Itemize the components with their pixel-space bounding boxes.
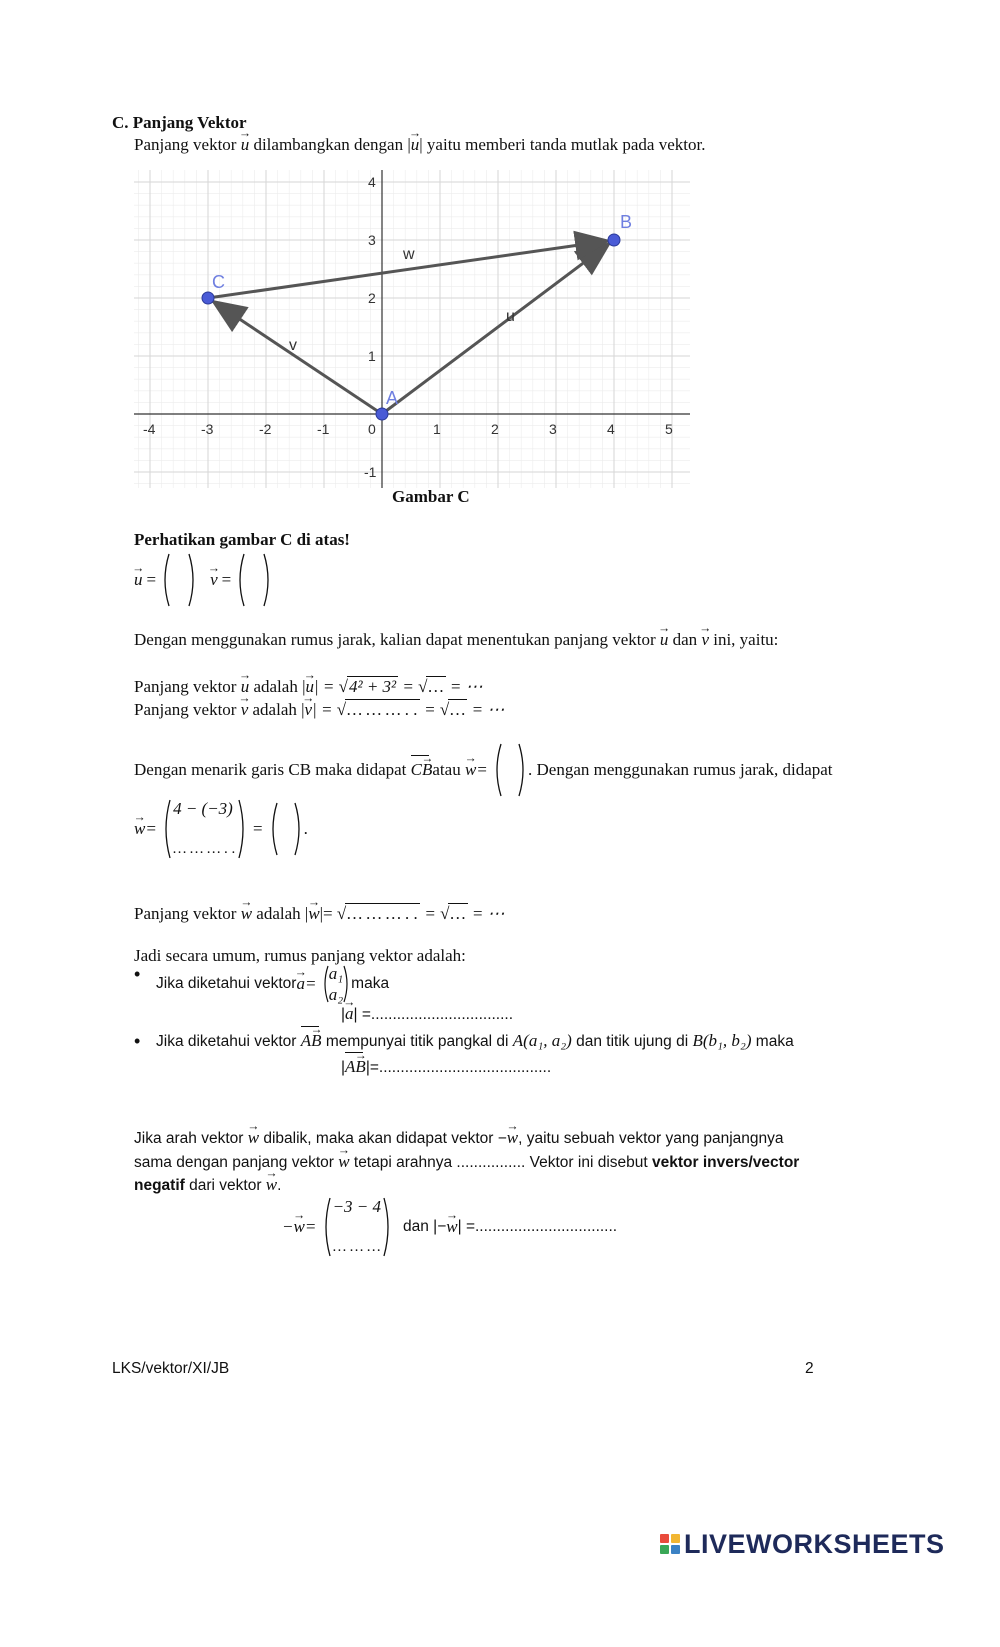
vector-v-label: v — [289, 337, 297, 354]
b1-pre: • Jika diketahui vektor — [156, 975, 297, 992]
bullet-2 — [156, 1031, 794, 1051]
cb-eq: = — [476, 760, 488, 779]
general-heading: Jadi secara umum, rumus panjang vektor adalah: — [134, 946, 466, 965]
p1-mid: dan — [668, 630, 702, 649]
f-top: −3 − 4 — [332, 1197, 382, 1216]
observe-heading: Perhatikan gambar C di atas! — [134, 530, 350, 549]
inv1-vec2: → w — [507, 1128, 518, 1148]
length-w-line — [134, 903, 505, 924]
wd-dot: . — [303, 819, 308, 838]
b1-ans-post[interactable]: | =................................. — [353, 1006, 514, 1023]
lv-rad[interactable]: … … … . . — [347, 700, 418, 719]
wd-vec: → w — [134, 819, 145, 839]
cb-atau: atau — [432, 760, 461, 779]
x-tick-label: -2 — [259, 421, 272, 437]
f-matrix — [331, 1198, 383, 1256]
b2-ans-vec: → AB — [345, 1057, 366, 1077]
intro-text — [134, 135, 705, 155]
b2-ans-post[interactable]: |=........................................ — [365, 1059, 552, 1076]
wd-paren-right — [238, 799, 248, 859]
x-tick-label: -1 — [317, 421, 330, 437]
y-tick-label: 3 — [368, 232, 376, 248]
inv2-mid[interactable]: tetapi arahnya ................ Vektor ini disebut — [349, 1154, 652, 1171]
b1-ans-pre: | — [341, 1006, 346, 1023]
w-definition — [134, 798, 308, 860]
f-paren-right — [383, 1197, 393, 1257]
b1-top: a₁ — [328, 964, 344, 983]
lw-after: |= — [319, 904, 337, 923]
coordinate-figure — [134, 170, 690, 488]
lw-end[interactable]: = ⋯ — [467, 904, 505, 923]
b2-point-b: B(b₁, b₂) — [692, 1031, 752, 1050]
b1-bottom: a₂ — [328, 985, 344, 1004]
inverse-formula — [282, 1196, 617, 1258]
inv1-vec: → w — [248, 1128, 259, 1148]
wd-paren2-right — [294, 802, 304, 856]
x-tick-label: -4 — [143, 421, 156, 437]
x-tick-label: 2 — [491, 421, 499, 437]
b2-mid2: dan titik ujung di — [571, 1033, 693, 1050]
p1-post: ini, yaitu: — [708, 630, 779, 649]
lv-adalah: adalah | — [248, 700, 305, 719]
inv2-bold: vektor invers/vector — [652, 1154, 800, 1171]
p1-vec-v: → v — [701, 630, 709, 650]
intro-vec-u2: → u — [411, 135, 420, 155]
b1-ans-vec: → a — [345, 1004, 354, 1024]
u-eq: = — [146, 570, 157, 589]
lw-vec: → w — [241, 904, 252, 924]
f-vec2: → w — [446, 1217, 457, 1237]
y-tick-label: 4 — [368, 174, 376, 190]
b2-pre: Jika diketahui vektor — [156, 1033, 301, 1050]
inv1-mid: dibalik, maka akan didapat vektor − — [259, 1130, 507, 1147]
lv-vec: → v — [241, 700, 249, 720]
lu-rad2[interactable]: … — [428, 677, 444, 696]
x-tick-label: 4 — [607, 421, 615, 437]
lv-after: | = — [312, 700, 337, 719]
vector-w-label: w — [403, 246, 415, 263]
lv-vec2: → v — [305, 700, 313, 720]
vector-u-label: u — [506, 308, 515, 325]
u-paren-right — [188, 553, 198, 607]
intro-vec-u: → u — [241, 135, 250, 155]
p1-vec-u: → u — [660, 630, 669, 650]
v-label: → v — [210, 570, 218, 590]
lu-rad: 4² + 3² — [348, 677, 397, 696]
b2-point-a: A(a₁, a₂) — [512, 1031, 572, 1050]
wd-matrix — [171, 800, 238, 858]
y-tick-label: 2 — [368, 290, 376, 306]
figure-caption: Gambar C — [392, 487, 470, 506]
u-label: → u — [134, 570, 143, 590]
lw-rad[interactable]: … … … . . — [347, 904, 419, 923]
lw-pre: Panjang vektor — [134, 904, 241, 923]
lw-eq2: = — [420, 904, 441, 923]
cb-post: . Dengan menggunakan rumus jarak, didapat — [528, 760, 833, 779]
p1-pre: Dengan menggunakan rumus jarak, kalian dapat menentukan panjang vektor — [134, 630, 660, 649]
f-paren-left — [321, 1197, 331, 1257]
inv3-vec: → w — [266, 1175, 277, 1195]
x-tick-label: 1 — [433, 421, 441, 437]
lv-sqrt[interactable]: √… … … . . — [336, 700, 418, 719]
f-eq: = — [304, 1217, 317, 1236]
inv3-mid: dari vektor — [184, 1177, 266, 1194]
b2-mid: mempunyai titik pangkal di — [321, 1033, 513, 1050]
point-C — [202, 292, 214, 304]
wd-paren-left — [161, 799, 171, 859]
lv-eq2: = — [419, 700, 440, 719]
b2-ans-pre: | — [341, 1059, 346, 1076]
x-tick-label: -3 — [201, 421, 214, 437]
cb-paren-left — [492, 743, 502, 797]
wd-paren2-left — [268, 802, 278, 856]
x-tick-label: 3 — [549, 421, 557, 437]
inv1-pre: Jika arah vektor — [134, 1130, 248, 1147]
lu-eq2: = — [398, 677, 419, 696]
inv2-vec: → w — [338, 1152, 349, 1172]
f-minus: − — [282, 1217, 294, 1236]
lv-rad2[interactable]: … — [450, 700, 466, 719]
lw-sqrt2[interactable]: √… — [440, 904, 466, 923]
wd-bottom[interactable]: … … … . . — [173, 841, 236, 857]
lu-vec2: → u — [305, 677, 314, 697]
lu-end[interactable]: = ⋯ — [445, 677, 483, 696]
distance-paragraph — [134, 630, 778, 650]
y-tick-label: 1 — [368, 348, 376, 364]
b1-eq: = — [304, 974, 317, 993]
lw-rad2[interactable]: … — [450, 904, 466, 923]
lu-pre: Panjang vektor — [134, 677, 241, 696]
intro-mid: dilambangkan dengan | — [249, 135, 411, 154]
intro-post: | yaitu memberi tanda mutlak pada vektor. — [419, 135, 706, 154]
inverse-line-1 — [134, 1128, 784, 1148]
inv3-bold: negatif — [134, 1177, 185, 1194]
length-v-line — [134, 699, 504, 720]
logo-icon — [660, 1534, 680, 1554]
v-eq: = — [221, 570, 232, 589]
v-paren-right — [263, 553, 273, 607]
x-tick-label: 0 — [368, 421, 376, 437]
lu-vec: → u — [241, 677, 250, 697]
b2-vec: → AB — [301, 1031, 322, 1051]
uv-equations — [134, 552, 273, 608]
b2-post: maka — [751, 1033, 794, 1050]
f-dan: dan |− — [403, 1218, 447, 1235]
cb-vec: → CB — [411, 760, 433, 780]
b1-matrix — [329, 965, 343, 1003]
b1-post: maka — [351, 975, 390, 992]
wd-top: 4 − (−3) — [173, 799, 233, 818]
point-A — [376, 408, 388, 420]
inverse-line-2 — [134, 1152, 799, 1172]
point-B-label: B — [620, 212, 633, 232]
y-tick-label: -1 — [364, 464, 377, 480]
v-paren-left — [235, 553, 245, 607]
lw-vec2: → w — [308, 904, 319, 924]
vector-v-line — [213, 301, 382, 414]
b2-answer[interactable] — [341, 1057, 551, 1077]
cb-pre: Dengan menarik garis CB maka didapat — [134, 760, 407, 779]
lu-sqrt: √4² + 3² — [338, 677, 397, 696]
lv-pre: Panjang vektor — [134, 700, 241, 719]
b1-paren-left — [321, 965, 329, 1003]
cb-paren-right — [518, 743, 528, 797]
footer-left: LKS/vektor/XI/JB — [112, 1360, 230, 1377]
lu-adalah: adalah | — [249, 677, 306, 696]
point-B — [608, 234, 620, 246]
point-C-label: C — [212, 272, 225, 292]
inv1-post: , yaitu sebuah vektor yang panjangnya — [518, 1130, 784, 1147]
coordinate-plane — [134, 170, 690, 488]
lu-after: | = — [313, 677, 339, 696]
section-heading: C. Panjang Vektor — [112, 113, 247, 132]
wd-eq2: = — [251, 819, 264, 838]
lw-sqrt[interactable]: √… … … . . — [336, 904, 419, 923]
liveworksheets-logo[interactable] — [660, 1528, 945, 1560]
f-end[interactable]: | =................................. — [457, 1218, 618, 1235]
x-tick-label: 5 — [665, 421, 673, 437]
f-vec: → w — [293, 1217, 304, 1237]
point-A-label: A — [386, 388, 399, 408]
lv-sqrt2[interactable]: √… — [439, 700, 466, 719]
f-bottom[interactable]: … … … — [333, 1239, 381, 1255]
cb-line — [134, 742, 833, 798]
cb-w-vec: → w — [465, 760, 476, 780]
intro-pre: Panjang vektor — [134, 135, 241, 154]
lu-sqrt2[interactable]: √… — [418, 677, 444, 696]
wd-eq: = — [145, 819, 157, 838]
lv-end[interactable]: = ⋯ — [467, 700, 505, 719]
logo-text: LIVEWORKSHEETS — [684, 1528, 945, 1559]
u-paren-left — [160, 553, 170, 607]
footer-page-number: 2 — [805, 1360, 814, 1377]
inv2-pre: sama dengan panjang vektor — [134, 1154, 339, 1171]
inverse-line-3 — [134, 1175, 281, 1195]
b1-answer[interactable] — [341, 1004, 513, 1024]
b1-vec: → a — [296, 974, 305, 994]
inv3-post: . — [277, 1177, 282, 1194]
lw-adalah: adalah | — [252, 904, 309, 923]
